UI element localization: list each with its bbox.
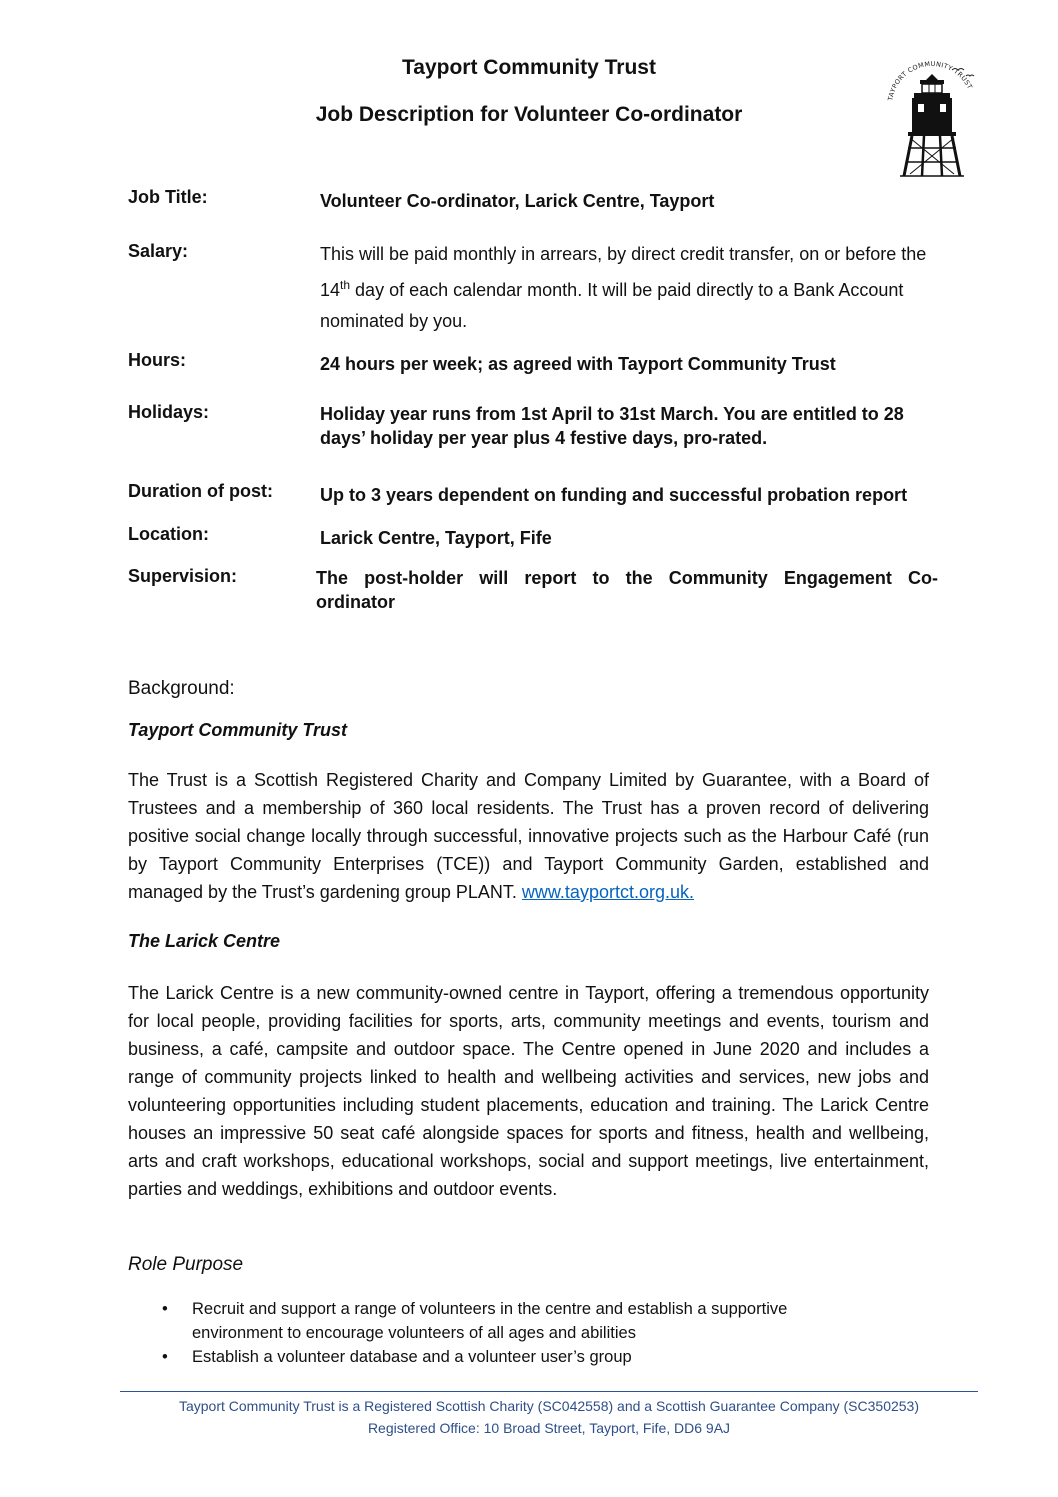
list-item: • Recruit and support a range of volunteers in the centre and establish a supportive environment to encourage volunteers of all ages and abilities [160,1297,880,1345]
job-title-label: Job Title: [128,187,208,207]
svg-text:TAYPORT COMMUNITY TRUST: TAYPORT COMMUNITY TRUST [886,59,974,102]
hours-value: 24 hours per week; as agreed with Tayport Community Trust [320,354,836,374]
location-value: Larick Centre, Tayport, Fife [320,528,552,548]
supervision-value: The post-holder will report to the Community Engagement Co-ordinator [316,568,938,612]
footer-address-line: Registered Office: 10 Broad Street, Tayport, Fife, DD6 9AJ [367,1420,731,1436]
hours-label: Hours: [128,350,186,370]
larick-paragraph: The Larick Centre is a new community-owned centre in Tayport, offering a tremendous opportunity for local people, providing facilities for sports, arts, community meetings and events, tourism and business, a café, campsite and outdoor space. The Centre opened in June 2020 and includes a range of community projects linked to health and wellbeing activities and services, new jobs and volunteering opportunities including student placements, education and training. The Larick Centre houses an impressive 50 seat café alongside spaces for sports and fitness, health and wellbeing, arts and craft workshops, educational workshops, social and support meetings, live entertainment, parties and weddings, exhibitions and outdoor events. [128,983,929,1199]
footer-charity-line: Tayport Community Trust is a Registered Scottish Charity (SC042558) and a Scottish Guarantee Company (SC350253) [178,1398,920,1414]
duration-value: Up to 3 years dependent on funding and successful probation report [320,485,908,505]
larick-subheading: The Larick Centre [128,931,281,951]
salary-value: This will be paid monthly in arrears, by direct credit transfer, on or before the 14th day of each calendar month. It will be paid directly to a Bank Account nominated by you. [320,244,927,331]
org-title: Tayport Community Trust [402,56,656,79]
location-label: Location: [128,524,209,544]
background-heading: Background: [128,678,235,699]
duration-label: Duration of post: [128,481,273,501]
supervision-label: Supervision: [128,566,238,586]
bullet-icon: • [162,1300,168,1318]
trust-paragraph: The Trust is a Scottish Registered Charity and Company Limited by Guarantee, with a Board of Trustees and a membership of 360 local residents. The Trust has a proven record of delivering positive social change locally through successful, innovative projects such as the Harbour Café (run by Tayport Community Enterprises (TCE)) and Tayport Community Garden, established and managed by the Trust’s gardening group PLANT. www.tayportct.org.uk. [128,770,929,902]
document-title: Job Description for Volunteer Co-ordinator [315,103,743,126]
list-item: • Establish a volunteer database and a volunteer user’s group [160,1345,880,1369]
footer-divider [120,1391,978,1392]
holidays-value: Holiday year runs from 1st April to 31st March. You are entitled to 28 days’ holiday per year plus 4 festive days, pro-rated. [320,404,904,448]
trust-subheading: Tayport Community Trust [128,720,348,740]
role-purpose-heading: Role Purpose [128,1254,244,1275]
role-purpose-list [160,1297,880,1369]
lighthouse-logo-icon [882,54,982,178]
trust-logo [882,54,982,178]
job-title-value: Volunteer Co-ordinator, Larick Centre, Tayport [320,191,715,211]
trust-website-link[interactable]: www.tayportct.org.uk. [521,882,694,902]
holidays-label: Holidays: [128,402,210,422]
bullet-icon: • [162,1348,168,1366]
salary-label: Salary: [128,241,189,261]
